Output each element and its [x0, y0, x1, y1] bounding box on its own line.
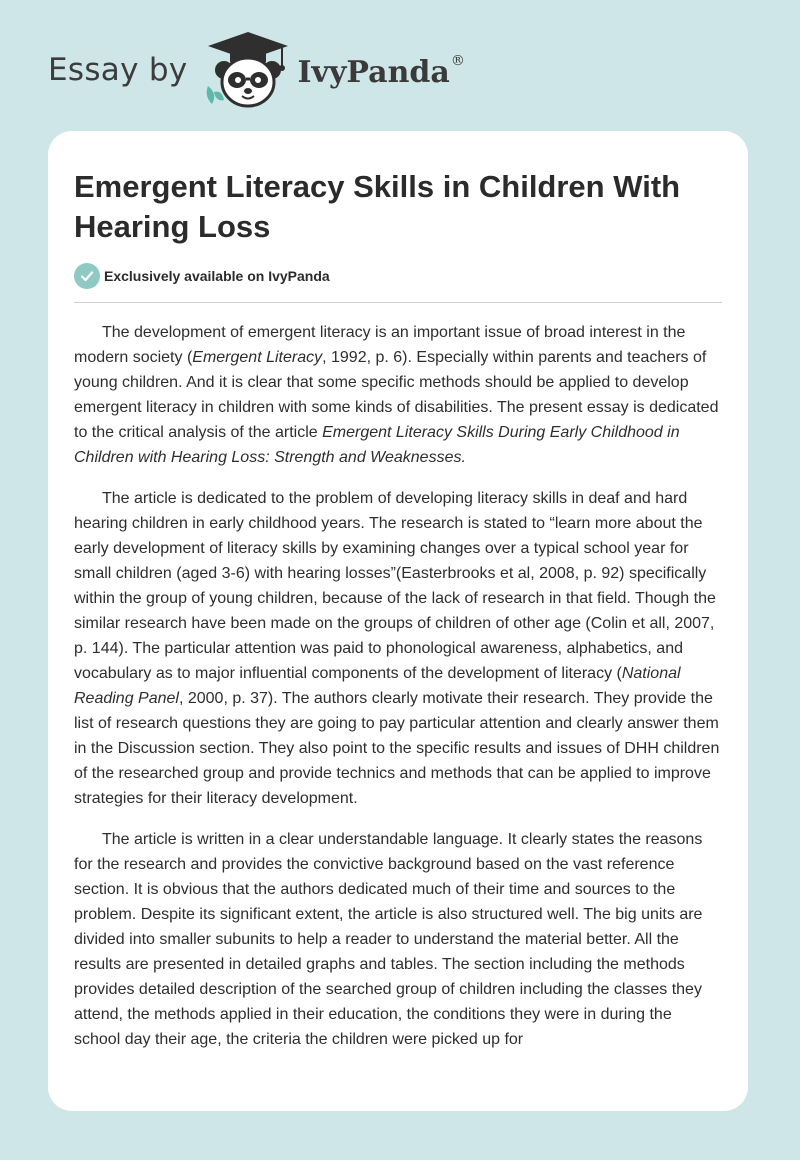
text-run: The article is written in a clear understandable language. It clearly states the reasons for the research and provides the convictive background based on the vast reference section. It is obvious that the authors dedicated much of their time and sources to the problem. Despite its significant extent, the article is also structured well. The big units are divided into smaller subunits to help a reader to understand the material better. All the results are presented in detailed graphs and tables. The section including the methods provides detailed description of the searched group of children including the classes they attend, the methods applied in their education, the conditions they were in during the school day their age, the criteria the children were picked up for	[74, 831, 703, 1048]
essay-title: Emergent Literacy Skills in Children With Hearing Loss	[74, 169, 681, 244]
brand-text: IvyPanda	[297, 54, 450, 90]
registered-mark: ®	[450, 52, 465, 69]
text-run: The development of emergent literacy is an important issue of broad interest in the modern society (	[74, 324, 686, 366]
essay-by-label: Essay by	[48, 52, 188, 88]
check-icon	[74, 263, 100, 289]
essay-paragraph	[74, 827, 722, 1052]
text-run: The article is dedicated to the problem of developing literacy skills in deaf and hard hearing children in early childhood years. The research is stated to “learn more about the early development of literacy skills by examining changes over a typical school year for small children (aged 3-6) with hearing losses”(Easterbrooks et al, 2008, p. 92) specifically within the group of young children, because of the lack of research in that field. Though the similar research have been made on the groups of children of other age (Colin et all, 2007, p. 144). The particular attention was paid to phonological awareness, alphabetics, and vocabulary as to major influential components of the development of literacy (	[74, 490, 716, 682]
italic-title-run: National Reading Panel	[74, 665, 681, 707]
brand-name[interactable]	[297, 52, 465, 90]
panda-logo-icon[interactable]	[202, 30, 294, 110]
exclusive-badge	[74, 263, 330, 289]
essay-body	[74, 320, 722, 1068]
site-header	[48, 30, 465, 110]
italic-title-run: Emergent Literacy	[192, 349, 323, 366]
essay-card	[48, 131, 748, 1111]
italic-title-run: Emergent Literacy Skills During Early Childhood in Children with Hearing Loss: Strength and Weaknesses.	[74, 424, 680, 466]
essay-paragraph	[74, 486, 722, 811]
exclusive-badge-label: Exclusively available on IvyPanda	[104, 268, 330, 284]
text-run: , 2000, p. 37). The authors clearly motivate their research. They provide the list of research questions they are going to pay particular attention and clearly answer them in the Discussion section. They also point to the specific results and issues of DHH children of the researched group and provide technics and methods that can be applied to improve strategies for their literacy development.	[74, 690, 720, 807]
essay-paragraph	[74, 320, 722, 470]
divider	[74, 302, 722, 303]
text-run: , 1992, p. 6). Especially within parents and teachers of young children. And it is clear that some specific methods should be applied to develop emergent literacy in children with some kinds of disabilities. The present essay is dedicated to the critical analysis of the article	[74, 349, 719, 441]
